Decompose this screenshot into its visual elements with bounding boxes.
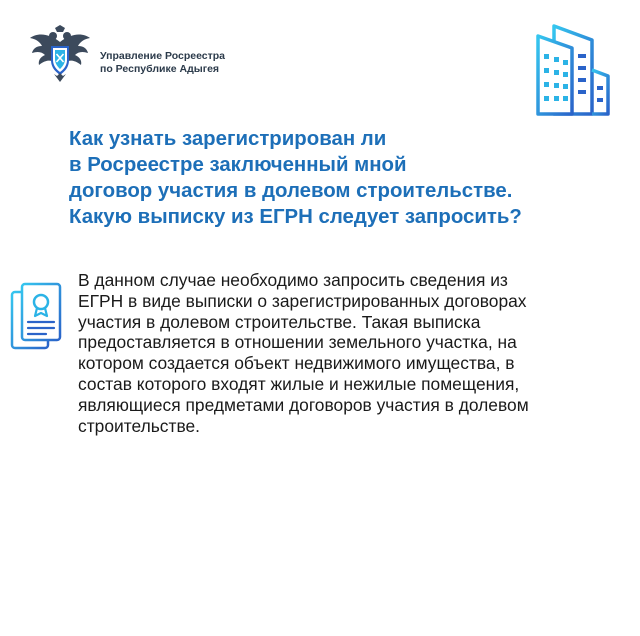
eagle-emblem-icon [28, 24, 92, 84]
body-line: состав которого входят жилые и нежилые помещения, [78, 373, 520, 394]
title-line: Как узнать зарегистрирован ли [69, 128, 387, 150]
page-title [69, 126, 634, 230]
body-line: В данном случае необходимо запросить сведения из [78, 270, 508, 290]
title-line: в Росреестре заключенный мной [69, 154, 407, 176]
answer-text [78, 270, 618, 436]
body-line: ЕГРН в виде выписки о зарегистрированных договорах [78, 290, 527, 311]
body-line: строительстве. [78, 415, 200, 436]
title-line: договор участия в долевом строительстве. [69, 180, 513, 202]
body-line: предоставляется в отношении земельного участка, на [78, 332, 517, 353]
org-line-2: по Республике Адыгея [100, 62, 220, 75]
body-line: участия в долевом строительстве. Такая выписка [78, 311, 481, 332]
body-line: котором создается объект недвижимого имущества, в [78, 353, 515, 374]
certificate-document-icon [10, 282, 66, 354]
org-line-1: Управление Росреестра [100, 50, 226, 62]
title-line: Какую выписку из ЕГРН следует запросить? [69, 206, 522, 228]
organization-name [100, 50, 225, 75]
body-line: являющиеся предметами договоров участия в долевом [78, 394, 529, 415]
building-icon [514, 14, 614, 124]
